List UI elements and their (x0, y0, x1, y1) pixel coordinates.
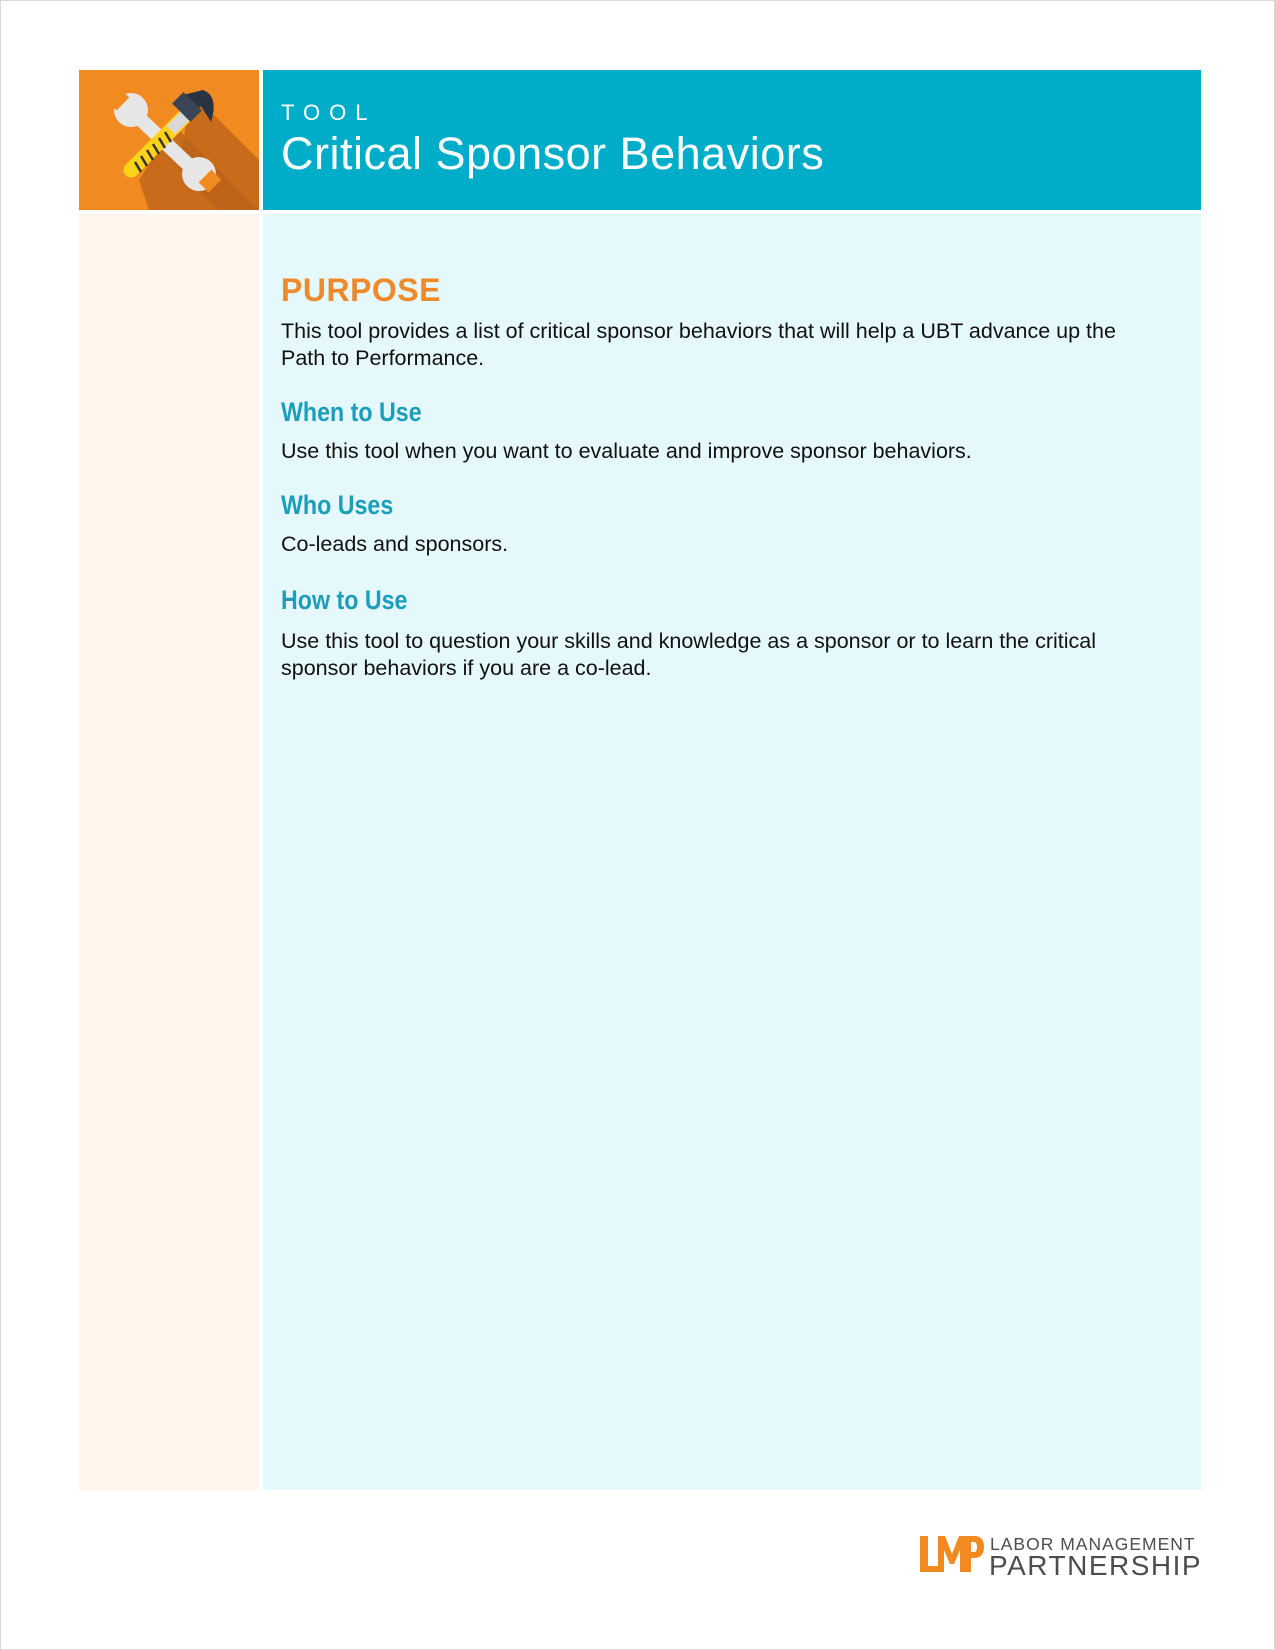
lmp-logo (918, 1530, 1203, 1581)
logo-org-line2: PARTNERSHIP (989, 1550, 1203, 1581)
header-bar (263, 70, 1201, 210)
tool-icon-box (79, 70, 259, 210)
logo-org-line1: LABOR MANAGEMENT (990, 1534, 1196, 1554)
header-kicker: TOOL (281, 100, 377, 125)
how-to-use-heading: How to Use (281, 585, 408, 615)
how-to-use-text: Use this tool to question your skills and knowledge as a sponsor or to learn the critical sponsor behaviors if you are a co-lead. (281, 629, 1097, 680)
when-to-use-text: Use this tool when you want to evaluate and improve sponsor behaviors. (281, 439, 972, 463)
purpose-heading: PURPOSE (281, 272, 441, 308)
left-sidebar-panel (79, 214, 259, 1490)
main-content-panel (263, 214, 1201, 1490)
when-to-use-heading: When to Use (281, 397, 422, 427)
content-body (281, 272, 1181, 682)
svg-text:LMP: LMP (918, 1534, 921, 1535)
lmp-logo-mark-icon (918, 1534, 984, 1574)
who-uses-heading: Who Uses (281, 490, 394, 520)
who-uses-text: Co-leads and sponsors. (281, 532, 509, 556)
tools-icon (79, 70, 259, 210)
purpose-text: This tool provides a list of critical sponsor behaviors that will help a UBT advance up the Path to Performance. (281, 319, 1116, 370)
page-title: Critical Sponsor Behaviors (281, 128, 825, 179)
